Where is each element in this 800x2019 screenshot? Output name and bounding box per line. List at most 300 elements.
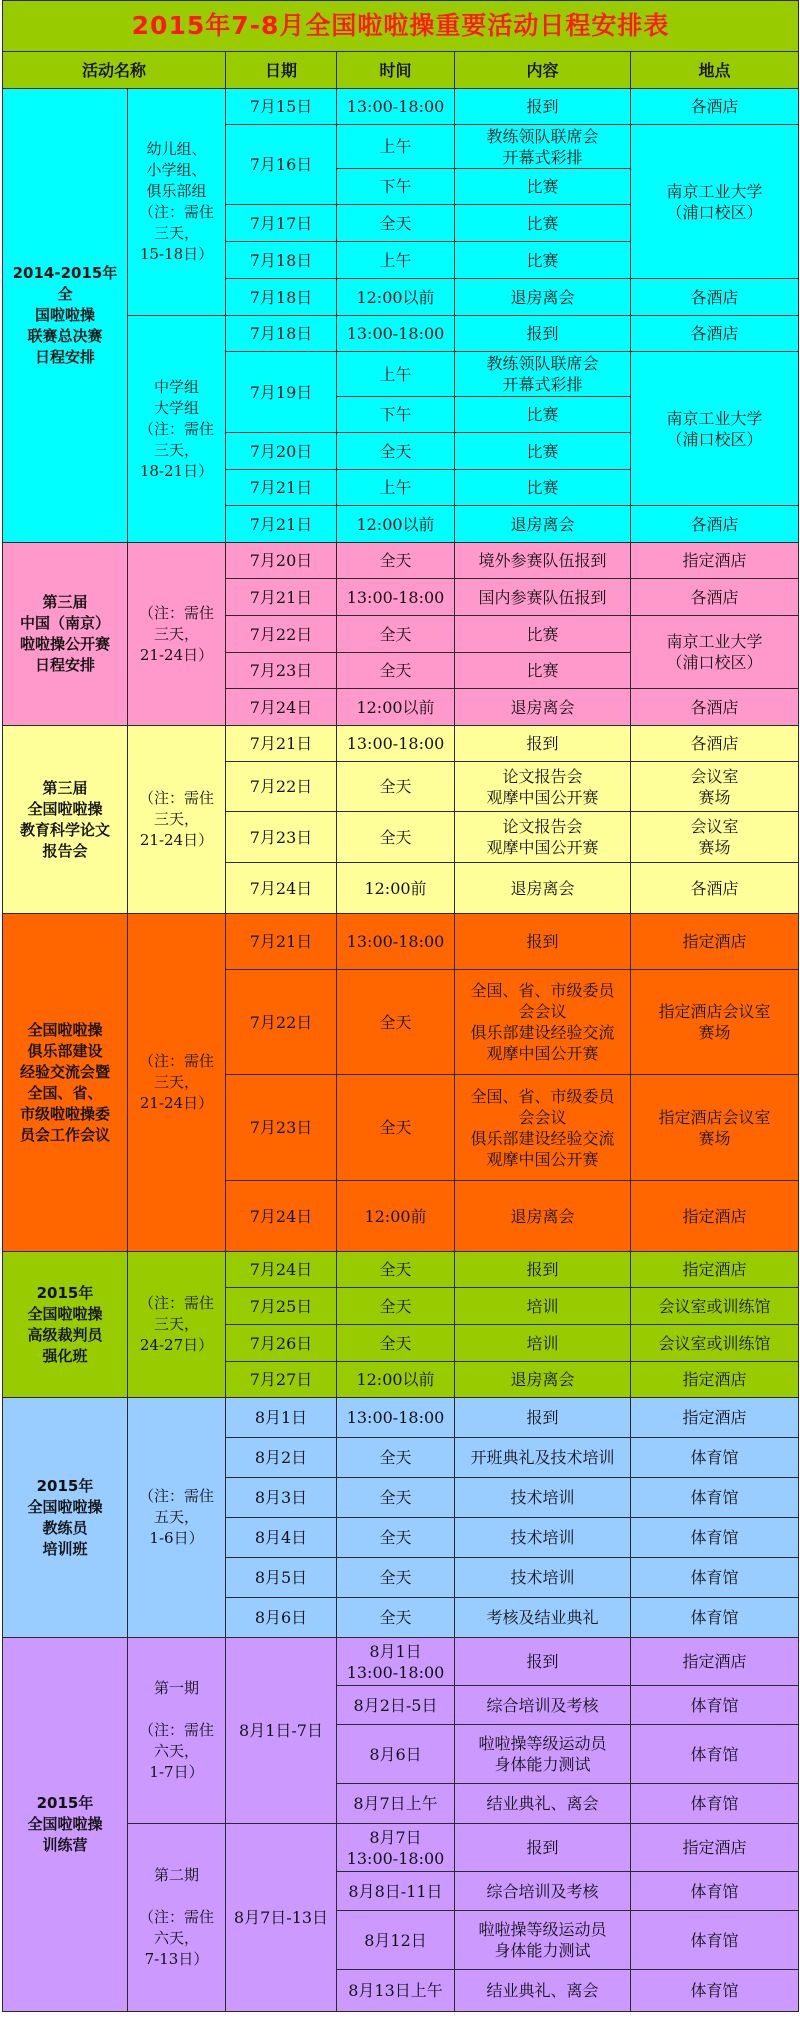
- schedule-table: [2, 0, 799, 2012]
- date-cell: [226, 1824, 337, 2012]
- activity-name-line: 高级裁判员: [27, 1325, 103, 1344]
- place-cell-line: 各酒店: [690, 97, 739, 116]
- content-cell-line: 报到: [526, 1260, 559, 1279]
- content-cell: [455, 970, 631, 1075]
- activity-name-line: 日程安排: [34, 656, 95, 674]
- place-cell: [631, 762, 799, 812]
- place-cell: [631, 1911, 799, 1970]
- time-cell-line: 全天: [379, 1118, 412, 1137]
- content-cell: [455, 689, 631, 726]
- place-cell-line: 体育馆: [690, 1528, 739, 1547]
- content-cell-line: 开幕式彩排: [502, 375, 583, 394]
- date-cell: [226, 616, 337, 653]
- time-cell: [337, 1824, 455, 1872]
- schedule-row: [3, 1398, 799, 1438]
- content-cell: [455, 863, 631, 914]
- place-cell: [631, 1824, 799, 1872]
- schedule-row: [3, 89, 799, 125]
- group-note-line: （注：需住: [138, 603, 214, 622]
- time-cell-line: 全天: [379, 624, 412, 644]
- group-note-line: 21-24日）: [139, 831, 214, 849]
- time-cell: [337, 397, 455, 433]
- content-cell-line: 啦啦操等级运动员: [478, 1920, 607, 1939]
- date-cell: [226, 316, 337, 352]
- content-cell-line: 教练领队联席会: [486, 354, 599, 373]
- time-cell: [337, 653, 455, 689]
- time-cell: [337, 279, 455, 316]
- content-cell-line: 全国、省、市级委员: [470, 1086, 615, 1106]
- content-cell: [455, 205, 631, 242]
- activity-name-line: 日程安排: [34, 348, 95, 366]
- activity-name: [3, 89, 128, 543]
- date-cell: [226, 812, 337, 863]
- content-cell: [455, 762, 631, 812]
- content-cell: [455, 397, 631, 433]
- header-content: 内容: [455, 52, 631, 89]
- content-cell-line: 技术培训: [510, 1568, 575, 1587]
- time-cell: [337, 1686, 455, 1725]
- place-cell-line: 指定酒店: [682, 551, 747, 570]
- time-cell-line: 全天: [379, 1488, 412, 1507]
- group-note-line: 15-18日）: [139, 245, 214, 263]
- place-cell: [631, 1252, 799, 1288]
- content-cell-line: 综合培训及考核: [486, 1695, 599, 1715]
- date-cell-line: 8月4日: [254, 1528, 308, 1547]
- time-cell: [337, 1638, 455, 1686]
- date-cell-line: 7月15日: [249, 97, 313, 116]
- place-cell-line: 指定酒店会议室: [658, 1002, 771, 1021]
- date-cell-line: 8月2日: [254, 1448, 308, 1467]
- date-cell-line: 7月20日: [249, 551, 313, 570]
- time-cell: [337, 616, 455, 653]
- date-cell-line: 7月20日: [249, 441, 313, 461]
- content-cell-line: 技术培训: [510, 1528, 575, 1547]
- place-cell-line: 各酒店: [690, 287, 739, 307]
- content-cell-line: 比赛: [526, 405, 559, 424]
- content-cell-line: 论文报告会: [502, 817, 583, 836]
- group-note-line: 三天，: [153, 810, 199, 828]
- time-cell: [337, 1478, 455, 1518]
- date-cell-line: 7月23日: [249, 827, 313, 847]
- content-cell-line: 观摩中国公开赛: [486, 1149, 599, 1169]
- date-cell-line: 7月22日: [249, 624, 313, 644]
- time-cell: [337, 1362, 455, 1398]
- date-cell: [226, 762, 337, 812]
- time-cell-line: 12:00前: [364, 878, 427, 898]
- date-cell-line: 7月18日: [249, 250, 313, 270]
- place-cell: [631, 863, 799, 914]
- place-cell: [631, 1075, 799, 1181]
- date-cell-line: 7月21日: [249, 587, 313, 607]
- place-cell-line: 体育馆: [690, 1794, 739, 1813]
- date-cell-line: 7月23日: [249, 661, 313, 680]
- activity-name-line: 第三届: [42, 778, 88, 797]
- content-cell: [455, 1478, 631, 1518]
- group-note-line: 六天，: [153, 1929, 199, 1947]
- date-cell: [226, 242, 337, 279]
- date-cell: [226, 543, 337, 579]
- place-cell-line: 指定酒店: [682, 1206, 747, 1226]
- time-cell-line: 下午: [379, 177, 412, 196]
- date-cell: [226, 352, 337, 433]
- date-cell: [226, 1598, 337, 1638]
- time-cell-line: 8月7日: [369, 1827, 422, 1847]
- time-cell-line: 13:00-18:00: [346, 1408, 445, 1427]
- place-cell: [631, 1784, 799, 1824]
- group-note-line: 三天，: [153, 1073, 199, 1091]
- content-cell-line: 报到: [526, 932, 559, 951]
- place-cell-line: 体育馆: [690, 1981, 739, 2000]
- place-cell: [631, 1970, 799, 2012]
- content-cell-line: 退房离会: [510, 1206, 575, 1226]
- date-cell-line: 8月1日: [254, 1408, 308, 1427]
- group-note-line: 六天，: [153, 1742, 199, 1760]
- place-cell: [631, 1686, 799, 1725]
- place-cell-line: （浦口校区）: [666, 202, 763, 222]
- time-cell: [337, 762, 455, 812]
- title-row: [3, 1, 799, 52]
- content-cell-line: 论文报告会: [502, 766, 583, 786]
- content-cell: [455, 169, 631, 205]
- date-cell: [226, 1181, 337, 1252]
- content-cell-line: 结业典礼、离会: [486, 1794, 599, 1813]
- place-cell-line: 指定酒店: [682, 932, 747, 951]
- time-cell: [337, 1598, 455, 1638]
- place-cell: [631, 812, 799, 863]
- activity-name-line: 员会工作会议: [19, 1125, 110, 1144]
- activity-name-line: 俱乐部建设: [27, 1041, 103, 1060]
- activity-name-line: 全国啦啦操: [27, 1020, 103, 1039]
- time-cell: [337, 1518, 455, 1558]
- place-cell-line: （浦口校区）: [666, 429, 763, 449]
- date-cell: [226, 125, 337, 205]
- date-cell: [226, 970, 337, 1075]
- content-cell-line: 啦啦操等级运动员: [478, 1734, 607, 1753]
- time-cell: [337, 89, 455, 125]
- place-cell-line: 赛场: [698, 838, 731, 857]
- content-cell: [455, 1288, 631, 1325]
- time-cell-line: 全天: [379, 827, 412, 847]
- time-cell-line: 全天: [379, 441, 412, 461]
- content-cell-line: 身体能力测试: [494, 1755, 591, 1774]
- place-cell: [631, 1518, 799, 1558]
- content-cell-line: 报到: [526, 97, 559, 116]
- group-note: [128, 543, 226, 726]
- activity-name-line: 教育科学论文: [19, 820, 110, 839]
- date-cell-line: 7月26日: [249, 1333, 313, 1353]
- group-note-line: （注：需住: [138, 1052, 214, 1070]
- content-cell: [455, 89, 631, 125]
- place-cell-line: 南京工业大学: [666, 408, 763, 428]
- activity-name: [3, 1398, 128, 1638]
- header-place: 地点: [631, 52, 799, 89]
- content-cell-line: 比赛: [526, 250, 559, 270]
- activity-name-line: 2015年: [36, 1794, 94, 1812]
- content-cell: [455, 914, 631, 970]
- group-note-line: （注：需住: [138, 789, 214, 807]
- group-note-line: 中学组: [153, 377, 199, 396]
- date-cell-line: 7月21日: [249, 734, 313, 753]
- group-note: [128, 1824, 226, 2012]
- time-cell-line: 上午: [379, 250, 412, 270]
- content-cell-line: 全国、省、市级委员: [470, 981, 615, 1000]
- content-cell: [455, 1725, 631, 1784]
- date-cell: [226, 579, 337, 616]
- content-cell-line: 报到: [526, 734, 559, 753]
- time-cell-line: 全天: [379, 1448, 412, 1467]
- content-cell-line: 俱乐部建设经验交流: [470, 1023, 615, 1042]
- time-cell-line: 8月13日上午: [348, 1981, 443, 2000]
- activity-name: [3, 726, 128, 914]
- content-cell: [455, 470, 631, 506]
- place-cell: [631, 1872, 799, 1911]
- place-cell: [631, 125, 799, 279]
- content-cell-line: 考核及结业典礼: [486, 1608, 599, 1627]
- activity-name-line: 强化班: [42, 1346, 88, 1365]
- activity-name-line: 2014-2015年全: [12, 264, 118, 303]
- date-cell: [226, 1398, 337, 1438]
- place-cell: [631, 1725, 799, 1784]
- time-cell-line: 全天: [379, 1296, 412, 1316]
- content-cell: [455, 1686, 631, 1725]
- time-cell: [337, 1252, 455, 1288]
- place-cell-line: 各酒店: [690, 514, 739, 534]
- date-cell-line: 8月3日: [254, 1488, 308, 1507]
- time-cell-line: 12:00以前: [356, 1370, 435, 1389]
- time-cell: [337, 726, 455, 762]
- place-cell-line: 体育馆: [690, 1695, 739, 1715]
- time-cell: [337, 506, 455, 543]
- date-cell-line: 7月19日: [249, 382, 313, 402]
- activity-name-line: 全国啦啦操: [27, 1304, 103, 1323]
- time-cell: [337, 316, 455, 352]
- time-cell: [337, 1075, 455, 1181]
- time-cell: [337, 1911, 455, 1970]
- time-cell: [337, 1558, 455, 1598]
- content-cell-line: 比赛: [526, 177, 559, 196]
- date-cell-line: 7月21日: [249, 932, 313, 951]
- time-cell: [337, 205, 455, 242]
- place-cell: [631, 1598, 799, 1638]
- place-cell: [631, 914, 799, 970]
- activity-name-line: 全国啦啦操: [27, 1815, 103, 1833]
- place-cell-line: 会议室: [690, 766, 739, 786]
- place-cell: [631, 352, 799, 506]
- time-cell-line: 13:00-18:00: [346, 324, 445, 343]
- time-cell-line: 12:00以前: [356, 697, 435, 717]
- place-cell-line: 体育馆: [690, 1448, 739, 1467]
- content-cell: [455, 433, 631, 470]
- date-cell-line: 8月6日: [254, 1608, 308, 1627]
- date-cell-line: 7月24日: [249, 878, 313, 898]
- date-cell-line: 7月24日: [249, 1260, 313, 1279]
- time-cell-line: 12:00前: [364, 1206, 427, 1226]
- content-cell-line: 教练领队联席会: [486, 126, 599, 146]
- date-cell-line: 7月25日: [249, 1296, 313, 1316]
- group-note: [128, 1638, 226, 1824]
- date-cell-line: 7月24日: [249, 697, 313, 717]
- activity-name-line: 联赛总决赛: [27, 327, 103, 345]
- content-cell-line: 报到: [526, 1652, 559, 1671]
- place-cell-line: 南京工业大学: [666, 181, 763, 201]
- content-cell-line: 比赛: [526, 624, 559, 644]
- place-cell-line: 赛场: [698, 1128, 731, 1148]
- date-cell: [226, 1075, 337, 1181]
- group-note-line: 7-13日）: [144, 1950, 209, 1968]
- date-cell: [226, 506, 337, 543]
- group-note-line: （注：需住: [138, 1294, 214, 1312]
- date-cell-line: 7月17日: [249, 213, 313, 233]
- group-note: [128, 914, 226, 1252]
- time-cell-line: 13:00-18:00: [346, 734, 445, 753]
- time-cell-line: 8月1日: [369, 1641, 422, 1661]
- date-cell-line: 7月22日: [249, 777, 313, 796]
- content-cell-line: 比赛: [526, 661, 559, 680]
- date-cell-line: 7月23日: [249, 1118, 313, 1137]
- activity-name-line: 全国、省、: [27, 1083, 103, 1102]
- content-cell: [455, 1252, 631, 1288]
- content-cell-line: 培训: [526, 1296, 559, 1316]
- content-cell-line: 退房离会: [510, 287, 575, 307]
- place-cell: [631, 1558, 799, 1598]
- time-cell-line: 全天: [379, 1608, 412, 1627]
- time-cell-line: 8月7日上午: [353, 1794, 438, 1813]
- date-cell: [226, 689, 337, 726]
- place-cell-line: 指定酒店: [682, 1408, 747, 1427]
- place-cell-line: 指定酒店: [682, 1838, 747, 1857]
- time-cell-line: 8月8日-11日: [348, 1881, 443, 1901]
- place-cell: [631, 316, 799, 352]
- time-cell-line: 上午: [379, 137, 412, 156]
- content-cell: [455, 352, 631, 397]
- activity-name-line: 培训班: [42, 1539, 88, 1558]
- group-note-line: 第二期: [153, 1866, 199, 1884]
- schedule-row: [3, 1252, 799, 1288]
- activity-name-line: 国啦啦操: [34, 306, 95, 324]
- date-cell: [226, 1438, 337, 1478]
- time-cell-line: 12:00以前: [356, 287, 435, 307]
- group-note-line: 小学组、: [146, 161, 207, 179]
- group-note-line: 1-6日）: [149, 1529, 204, 1547]
- date-cell: [226, 470, 337, 506]
- content-cell-line: 国内参赛队伍报到: [478, 587, 607, 607]
- activity-name-line: 啦啦操公开赛: [19, 635, 110, 653]
- time-cell-line: 上午: [379, 364, 412, 384]
- content-cell: [455, 1398, 631, 1438]
- place-cell: [631, 1362, 799, 1398]
- content-cell: [455, 726, 631, 762]
- content-cell-line: 开幕式彩排: [502, 147, 583, 167]
- place-cell-line: 各酒店: [690, 697, 739, 717]
- group-note: [128, 316, 226, 543]
- content-cell-line: 境外参赛队伍报到: [478, 551, 607, 570]
- activity-name-line: 经验交流会暨: [19, 1062, 110, 1081]
- time-cell: [337, 1872, 455, 1911]
- place-cell: [631, 1478, 799, 1518]
- time-cell-line: 13:00-18:00: [346, 932, 445, 951]
- place-cell-line: 指定酒店: [682, 1652, 747, 1671]
- content-cell-line: 观摩中国公开赛: [486, 787, 599, 807]
- content-cell: [455, 579, 631, 616]
- place-cell: [631, 1325, 799, 1362]
- place-cell: [631, 689, 799, 726]
- group-note-line: 三天，: [153, 624, 199, 643]
- date-cell-line: 7月16日: [249, 155, 313, 174]
- date-cell-line: 7月21日: [249, 478, 313, 497]
- group-note: [128, 1398, 226, 1638]
- date-cell: [226, 205, 337, 242]
- content-cell: [455, 1911, 631, 1970]
- place-cell-line: 体育馆: [690, 1608, 739, 1627]
- place-cell-line: 各酒店: [690, 324, 739, 343]
- content-cell: [455, 1438, 631, 1478]
- date-cell: [226, 1638, 337, 1824]
- date-cell: [226, 726, 337, 762]
- content-cell: [455, 279, 631, 316]
- header-row: [3, 52, 799, 89]
- place-cell-line: 指定酒店: [682, 1370, 747, 1389]
- place-cell: [631, 1181, 799, 1252]
- time-cell-line: 下午: [379, 405, 412, 424]
- activity-name: [3, 1638, 128, 2012]
- content-cell-line: 退房离会: [510, 1370, 575, 1389]
- content-cell-line: 比赛: [526, 478, 559, 497]
- activity-name-line: 市级啦啦操委: [19, 1104, 110, 1123]
- group-note-line: 三天，: [153, 224, 199, 242]
- date-cell-line: 7月27日: [249, 1370, 313, 1389]
- content-cell: [455, 1970, 631, 2012]
- activity-name-line: 教练员: [42, 1518, 88, 1537]
- time-cell-line: 全天: [379, 777, 412, 796]
- time-cell: [337, 1288, 455, 1325]
- group-note-line: 五天，: [153, 1508, 199, 1526]
- time-cell: [337, 433, 455, 470]
- content-cell: [455, 812, 631, 863]
- content-cell-line: 身体能力测试: [494, 1941, 591, 1960]
- content-cell-line: 退房离会: [510, 697, 575, 717]
- time-cell-line: 8月2日-5日: [353, 1695, 438, 1715]
- time-cell: [337, 125, 455, 169]
- time-cell-line: 全天: [379, 1260, 412, 1279]
- content-cell-line: 观摩中国公开赛: [486, 1044, 599, 1063]
- content-cell: [455, 543, 631, 579]
- place-cell: [631, 616, 799, 689]
- place-cell: [631, 279, 799, 316]
- date-cell: [226, 1478, 337, 1518]
- time-cell: [337, 470, 455, 506]
- date-cell: [226, 1252, 337, 1288]
- content-cell: [455, 506, 631, 543]
- time-cell: [337, 1181, 455, 1252]
- group-note: [128, 89, 226, 316]
- activity-name-line: 中国（南京）: [19, 614, 110, 632]
- place-cell-line: 会议室或训练馆: [658, 1296, 771, 1316]
- content-cell-line: 培训: [526, 1333, 559, 1353]
- place-cell: [631, 1438, 799, 1478]
- group-note-line: （注：需住: [138, 419, 214, 438]
- date-cell: [226, 89, 337, 125]
- time-cell: [337, 970, 455, 1075]
- time-cell-line: 13:00-18:00: [346, 587, 445, 607]
- place-cell-line: 各酒店: [690, 734, 739, 753]
- content-cell: [455, 1362, 631, 1398]
- place-cell: [631, 579, 799, 616]
- time-cell-line: 全天: [379, 1568, 412, 1587]
- activity-name-line: 报告会: [42, 841, 88, 860]
- time-cell-line: 8月6日: [369, 1744, 422, 1764]
- group-note-line: （注：需住: [138, 1721, 214, 1739]
- activity-name-line: 2015年: [36, 1476, 94, 1495]
